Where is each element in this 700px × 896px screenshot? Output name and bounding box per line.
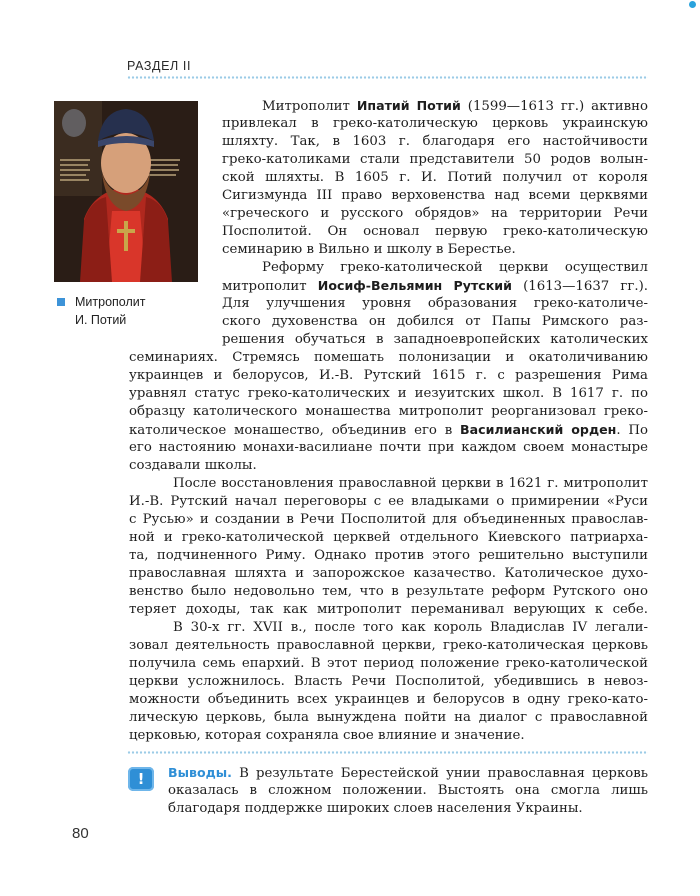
text-line: ской шляхты. В 1605 г. И. Потий получил от короля [222,170,648,185]
caption-line: И. Потий [75,313,127,327]
conclusion-label: Выводы. [168,765,232,780]
logo-mark-icon [689,1,696,8]
text-line: И.-В. Рутский начал переговоры с ее владыками о примирении «Руси [129,494,648,509]
text-line: Для улучшения уровня образования греко-католиче- [222,296,648,311]
text-line: шляхту. Так, в 1603 г. благодаря его настойчивости [222,134,648,149]
text-line: ной и греко-католической церквей отдельного Киевского патриарха- [129,530,648,545]
text-line: церкви усложнилось. Власть Речи Посполитой, убедившись в невоз- [129,674,648,689]
text-line: Посполитой. Он основал первую греко-католическую [222,224,648,239]
text-line: митрополит Иосиф-Вельямин Рутский (1613—1637 гг.). [222,278,648,294]
text-line: греко-католиками стали представители 50 родов волын- [222,152,648,167]
text-line: можности объединить всех украинцев и белорусов в одну греко-като- [129,692,648,707]
text-line: православная шляхта и запорожское казачество. Католическое духо- [129,566,648,581]
page-number: 80 [72,825,89,842]
portrait-image [54,101,198,282]
text-line: Выводы. В результате Берестейской унии православная церковь [168,765,648,781]
text-line: католическое монашество, объединив его в Василианский орден. По [129,422,649,438]
bold-term: Иосиф-Вельямин Рутский [317,278,512,293]
text-line: В 30-х гг. XVII в., после того как король Владислав IV легали- [173,620,648,635]
text-line: создавали школы. [129,458,257,473]
text-line: семинариях. Стремясь помешать полонизации и окатоличиванию [129,350,648,365]
text-line: украинцев и белорусов, И.-В. Рутский 1615 г. с разрешения Рима [129,368,648,383]
figure-caption [75,293,145,329]
publisher-logo [689,1,698,8]
text-line: венство было недовольно тем, что в результате реформ Рутского оно [129,584,648,599]
text-line: привлекал в греко-католическую церковь украинскую [222,116,648,131]
text-line: его настоянию монахи-василиане почти при каждом своем монастыре [129,440,648,455]
text-line: Митрополит Ипатий Потий (1599—1613 гг.) активно [262,98,648,114]
text-line: После восстановления православной церкви в 1621 г. митрополит [173,476,648,491]
text-line: лическую церковь, была вынуждена пойти на диалог с православной [129,710,648,725]
text-line: оказалась в сложном положении. Выстоять она смогла лишь [168,783,648,798]
text-line: теряет доходы, так как митрополит переманивал верующих к себе. [129,602,648,617]
bold-term: Ипатий Потий [356,98,461,113]
section-header: РАЗДЕЛ II [127,59,192,73]
text-line: получила семь епархий. В этот период положение греко-католической [129,656,648,671]
text-line: решения обучаться в западноевропейских католических [222,332,648,347]
text-line: уравнял статус греко-католических и иезуитских школ. В 1617 г. по [129,386,648,401]
text-line: зовал деятельность православной церкви, греко-католическая церковь [129,638,648,653]
text-line: та, подчиненного Риму. Однако против этого решительно выступили [129,548,648,563]
text-line: семинарию в Вильно и школу в Берестье. [222,242,516,257]
text-line: Сигизмунда III право верховенства над всеми церквями [222,188,648,203]
text-line: «греческого и русского обрядов» на территории Речи [222,206,648,221]
exclamation-icon: ! [128,767,154,791]
text-line: образцу католического монашества митрополит реорганизовал греко- [129,404,648,419]
text-line: церковью, которая сохраняла свое влияние и значение. [129,728,525,743]
metropolitan-portrait-icon [54,101,198,282]
header-dotted-divider [127,76,648,79]
bold-term: Василианский орден [460,422,617,437]
text-line: ского духовенства он добился от Папы Римского раз- [222,314,648,329]
text-line: Реформу греко-католической церкви осуществил [262,260,648,275]
text-line: с Русью» и создании в Речи Посполитой для объединенных православ- [129,512,648,527]
caption-line: Митрополит [75,295,146,309]
text-line: благодаря поддержке широких слоев населения Украины. [168,801,583,816]
conclusion-dotted-divider [127,751,648,754]
caption-marker-icon [57,298,65,306]
